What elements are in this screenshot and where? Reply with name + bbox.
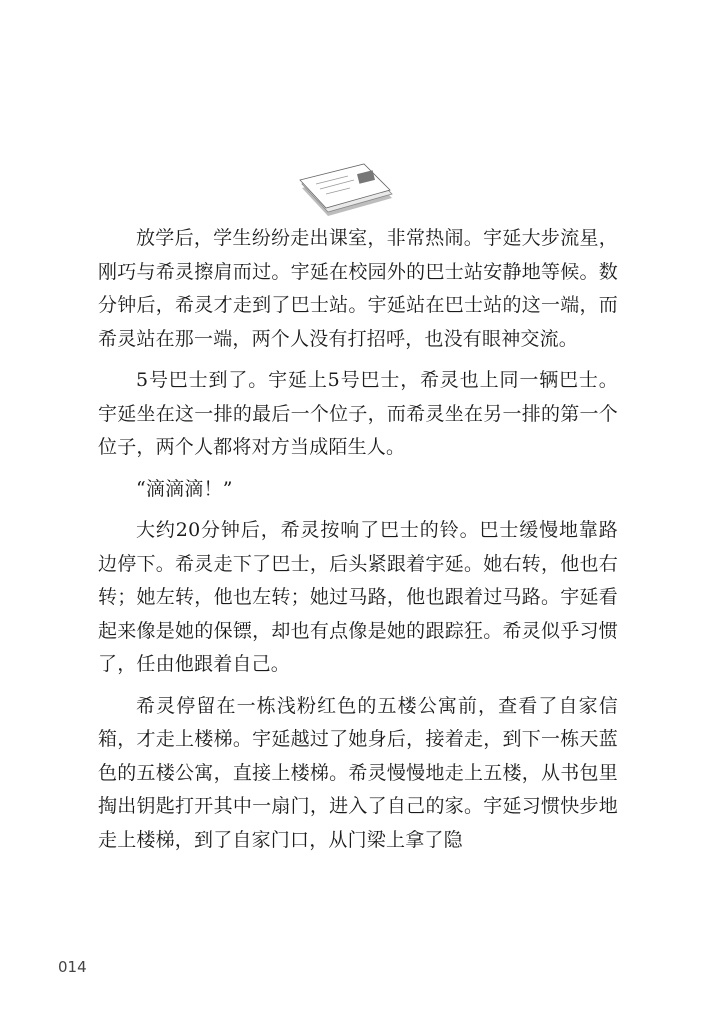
paragraph: 大约20分钟后，希灵按响了巴士的铃。巴士缓慢地靠路边停下。希灵走下了巴士，后头紧跟着宇延。她右转，他也右转；她左转，他也左转；她过马路，他也跟着过马路。宇延看起来像是她的保镖，却也有点像是她的跟踪狂。希灵似乎习惯了，任由他跟着自己。 (98, 519, 618, 675)
dialogue-line: “滴滴滴！” (136, 477, 233, 500)
postcard-illustration (296, 158, 396, 220)
paragraph: 放学后，学生纷纷走出课室，非常热闹。宇延大步流星，刚巧与希灵擦肩而过。宇延在校园外的巴士站安静地等候。数分钟后，希灵才走到了巴士站。宇延站在巴士站的这一端，而希灵站在那一端，两个人没有打招呼，也没有眼神交流。 (98, 227, 618, 350)
paragraph: 希灵停留在一栋浅粉红色的五楼公寓前，查看了自家信箱，才走上楼梯。宇延越过了她身后，接着走，到下一栋天蓝色的五楼公寓，直接上楼梯。希灵慢慢地走上五楼，从书包里掏出钥匙打开其中一扇门，进入了自己的家。宇延习惯快步地走上楼梯，到了自家门口，从门梁上拿了隐 (98, 694, 618, 851)
paragraph: 5号巴士到了。宇延上5号巴士，希灵也上同一辆巴士。宇延坐在这一排的最后一个位子，而希灵坐在另一排的第一个位子，两个人都将对方当成陌生人。 (98, 369, 618, 458)
page-number: 014 (58, 958, 87, 976)
article-body (98, 222, 618, 865)
postcard-stack-icon (296, 158, 396, 220)
